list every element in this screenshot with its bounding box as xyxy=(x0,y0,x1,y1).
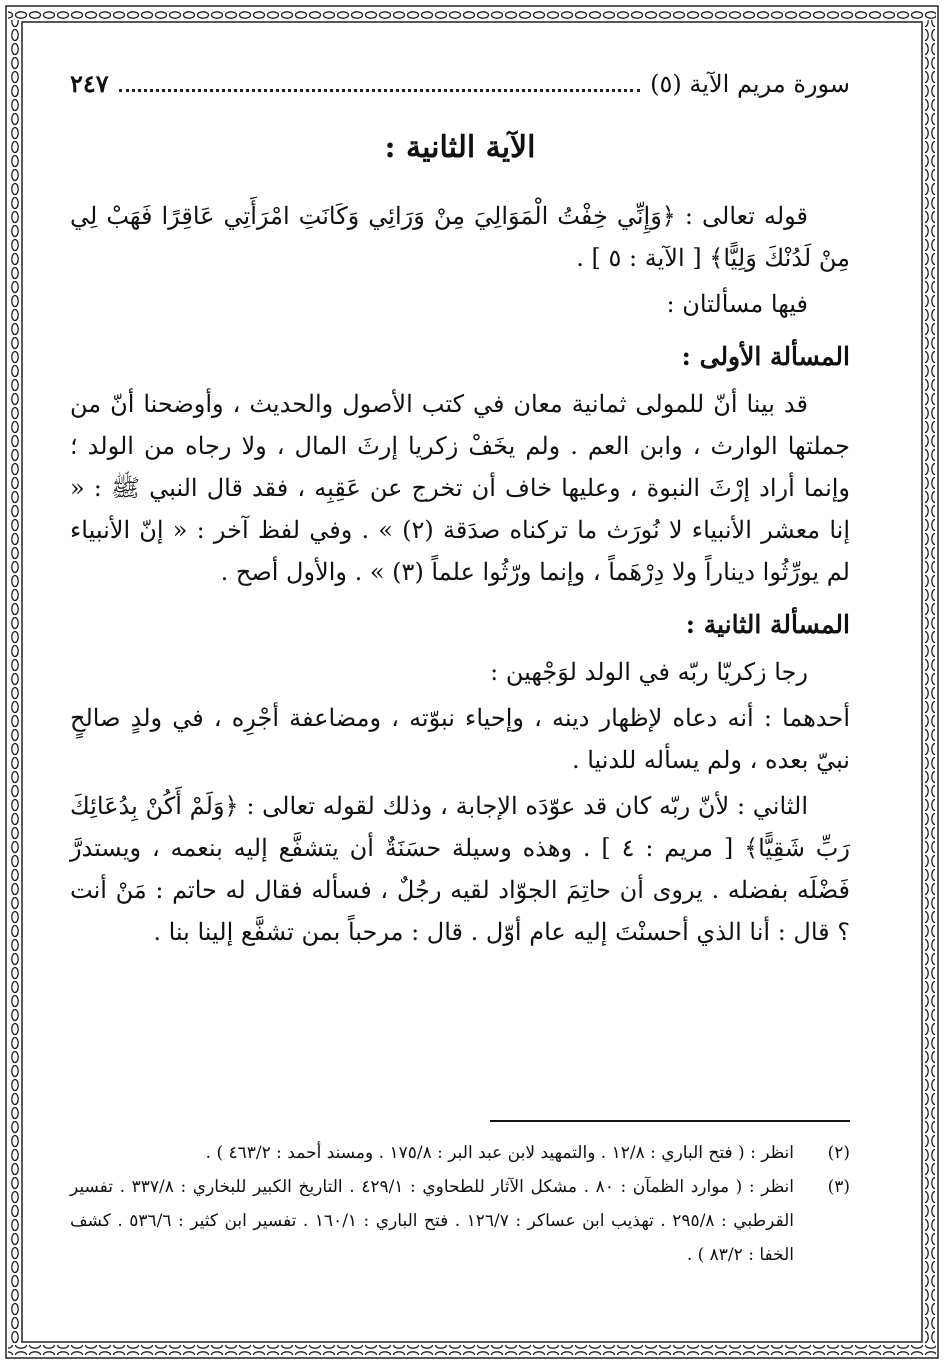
issue-two-heading: المسألة الثانية : xyxy=(685,610,850,639)
issue-one-text: قد بينا أنّ للمولى ثمانية معان في كتب الأصول والحديث ، وأوضحنا أنّ من جملتها الوارث ، وابن العم . ولم يخَفْ زكريا إرثَ المال ، ولا رجاه من الولد ؛ وإنما أراد إرْثَ النبوة ، وعليها خاف أن تخرج عن عَقِبِه ، فقد قال النبي ﷺ : « إنا معشر الأنبياء لا نُورَث ما تركناه صدَقة (٢) » . وفي لفظ آخر : « إنّ الأنبياء لم يورِّثُوا ديناراً ولا دِرْهَماً ، وإنما ورّثُوا علماً (٣) » . والأول أصح . xyxy=(70,390,851,586)
issues-intro: فيها مسألتان : xyxy=(666,290,808,318)
footnote-number: (٢) xyxy=(827,1143,850,1163)
footnote-text: انظر : ( فتح الباري : ١٢/٨ . والتمهيد لابن عبد البر : ١٧٥/٨ . ومسند أحمد : ٤٦٣/٢ ) . xyxy=(205,1143,794,1163)
header-title: سورة مريم الآية (٥) xyxy=(650,70,850,98)
issue-two-intro: رجا زكريّا ربّه في الولد لوَجْهين : xyxy=(490,658,808,686)
issue-two-second-reason: الثاني : لأنّ ربّه كان قد عوّدَه الإجابة ، وذلك لقوله تعالى : ﴿وَلَمْ أَكُنْ بِدُعَائِكَ رَبِّ شَقِيًّا﴾ [ مريم : ٤ ] . وهذه وسيلة حسَنَةٌ أن يتشفَّع إليه بنعمه ، ويستدرَّ فَضْلَه بفضله . يروى أن حاتِمَ الجوّاد لقيه رجُلٌ ، فسأله فقال له حاتم : مَنْ أنت ؟ قال : أنا الذي أحسنْتَ إليه عام أوّل . قال : مرحباً بمن تشفَّع إلينا بنا . xyxy=(70,792,850,946)
footnote xyxy=(70,1170,850,1272)
running-header xyxy=(70,60,850,108)
issue-one-heading: المسألة الأولى : xyxy=(681,342,850,371)
footnote-number: (٣) xyxy=(827,1177,850,1197)
footnote xyxy=(70,1136,850,1170)
footnote-text: انظر : ( موارد الظمآن : ٨٠ . مشكل الآثار للطحاوي : ٤٢٩/١ . التاريخ الكبير للبخاري : ٣٣٧/٨ . تفسير القرطبي : ٢٩٥/٨ . تهذيب ابن عساكر : ١٢٦/٧ . فتح الباري : ١٦٠/١ . تفسير ابن كثير : ٥٣٦/٦ . كشف الخفا : ٨٣/٢ ) . xyxy=(70,1177,794,1265)
main-content xyxy=(70,60,850,957)
section-title: الآية الثانية : xyxy=(384,130,536,165)
verse-paragraph: قوله تعالى : ﴿وَإِنِّي خِفْتُ الْمَوَالِيَ مِنْ وَرَائِي وَكَانَتِ امْرَأَتِي عَاقِرًا فَهَبْ لِي مِنْ لَدُنْكَ وَلِيًّا﴾ [ الآية : ٥ ] . xyxy=(70,202,850,272)
footnote-rule xyxy=(490,1120,850,1122)
issue-two-first-reason: أحدهما : أنه دعاه لإظهار دينه ، وإحياء نبوّته ، ومضاعفة أجْرِه ، في ولدٍ صالحٍ نبيّ بعده ، ولم يسأله للدنيا . xyxy=(70,704,850,774)
page-number: ٢٤٧ xyxy=(70,69,109,98)
header-dot-leader xyxy=(119,73,640,92)
footnotes xyxy=(70,1120,850,1272)
